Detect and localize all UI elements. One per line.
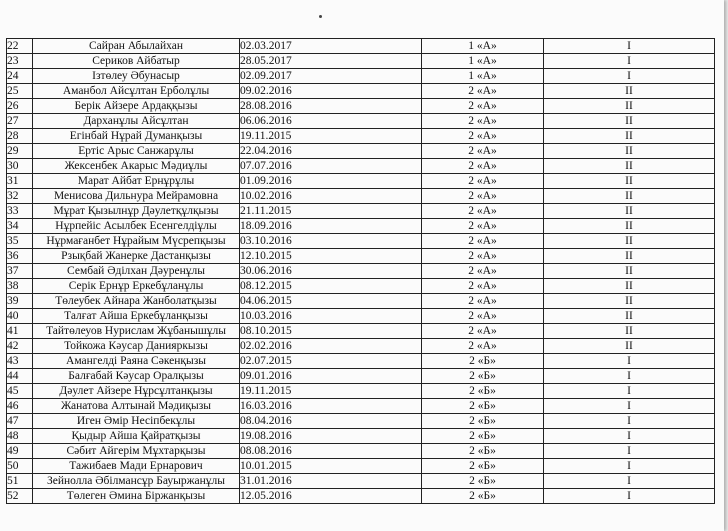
student-name: Тажибаев Мади Ернарович: [33, 459, 240, 474]
row-number: 34: [7, 219, 33, 234]
class-group: 2 «А»: [422, 114, 544, 129]
birth-date: 31.01.2016: [240, 474, 422, 489]
level: II: [544, 114, 715, 129]
birth-date: 08.10.2015: [240, 324, 422, 339]
row-number: 44: [7, 369, 33, 384]
level: II: [544, 189, 715, 204]
level: II: [544, 84, 715, 99]
birth-date: 10.01.2015: [240, 459, 422, 474]
class-group: 1 «А»: [422, 69, 544, 84]
class-group: 2 «А»: [422, 249, 544, 264]
row-number: 29: [7, 144, 33, 159]
level: II: [544, 294, 715, 309]
birth-date: 09.02.2016: [240, 84, 422, 99]
table-row: [7, 309, 715, 324]
row-number: 30: [7, 159, 33, 174]
row-number: 36: [7, 249, 33, 264]
table-row: [7, 234, 715, 249]
birth-date: 07.07.2016: [240, 159, 422, 174]
page-mark: [319, 15, 322, 18]
table-row: [7, 69, 715, 84]
birth-date: 06.06.2016: [240, 114, 422, 129]
student-name: Зейнолла Әбілмансұр Бауыржанұлы: [33, 474, 240, 489]
level: I: [544, 39, 715, 54]
row-number: 51: [7, 474, 33, 489]
class-group: 2 «Б»: [422, 474, 544, 489]
student-name: Тайтөлеуов Нурислам Жұбанышұлы: [33, 324, 240, 339]
birth-date: 16.03.2016: [240, 399, 422, 414]
row-number: 28: [7, 129, 33, 144]
birth-date: 08.08.2016: [240, 444, 422, 459]
birth-date: 28.08.2016: [240, 99, 422, 114]
class-group: 2 «А»: [422, 294, 544, 309]
birth-date: 08.04.2016: [240, 414, 422, 429]
row-number: 43: [7, 354, 33, 369]
student-name: Менисова Дильнура Мейрамовна: [33, 189, 240, 204]
row-number: 42: [7, 339, 33, 354]
student-name: Рзықбай Жанерке Дастанқызы: [33, 249, 240, 264]
table-row: [7, 444, 715, 459]
class-group: 2 «Б»: [422, 399, 544, 414]
level: II: [544, 219, 715, 234]
birth-date: 21.11.2015: [240, 204, 422, 219]
student-name: Нұрмағанбет Нұрайым Мүсрепқызы: [33, 234, 240, 249]
row-number: 49: [7, 444, 33, 459]
level: I: [544, 399, 715, 414]
row-number: 46: [7, 399, 33, 414]
student-name: Талғат Айша Еркебұланқызы: [33, 309, 240, 324]
birth-date: 01.09.2016: [240, 174, 422, 189]
birth-date: 12.05.2016: [240, 489, 422, 504]
level: I: [544, 429, 715, 444]
table-row: [7, 474, 715, 489]
student-name: Тойкожа Кәусар Данияркызы: [33, 339, 240, 354]
level: II: [544, 129, 715, 144]
row-number: 39: [7, 294, 33, 309]
row-number: 48: [7, 429, 33, 444]
row-number: 52: [7, 489, 33, 504]
table-row: [7, 339, 715, 354]
class-group: 2 «Б»: [422, 444, 544, 459]
table-row: [7, 159, 715, 174]
table-row: [7, 249, 715, 264]
class-group: 2 «А»: [422, 219, 544, 234]
class-group: 2 «А»: [422, 129, 544, 144]
table-row: [7, 459, 715, 474]
row-number: 22: [7, 39, 33, 54]
level: II: [544, 174, 715, 189]
class-group: 2 «А»: [422, 99, 544, 114]
table-row: [7, 279, 715, 294]
level: I: [544, 69, 715, 84]
birth-date: 02.07.2015: [240, 354, 422, 369]
student-name: Балғабай Кәусар Оралқызы: [33, 369, 240, 384]
birth-date: 28.05.2017: [240, 54, 422, 69]
table-row: [7, 324, 715, 339]
row-number: 37: [7, 264, 33, 279]
class-group: 2 «А»: [422, 264, 544, 279]
student-name: Марат Айбат Ернұрұлы: [33, 174, 240, 189]
student-name: Егінбай Нұрай Думанқызы: [33, 129, 240, 144]
row-number: 50: [7, 459, 33, 474]
level: II: [544, 324, 715, 339]
birth-date: 18.09.2016: [240, 219, 422, 234]
birth-date: 19.11.2015: [240, 384, 422, 399]
level: II: [544, 249, 715, 264]
birth-date: 10.02.2016: [240, 189, 422, 204]
birth-date: 19.08.2016: [240, 429, 422, 444]
student-name: Жексенбек Акарыс Мәдиұлы: [33, 159, 240, 174]
row-number: 41: [7, 324, 33, 339]
table-row: [7, 294, 715, 309]
birth-date: 08.12.2015: [240, 279, 422, 294]
level: I: [544, 54, 715, 69]
row-number: 45: [7, 384, 33, 399]
student-name: Дарханұлы Айсұлтан: [33, 114, 240, 129]
class-group: 2 «А»: [422, 159, 544, 174]
student-name: Иген Әмір Несіпбекұлы: [33, 414, 240, 429]
class-group: 1 «А»: [422, 39, 544, 54]
row-number: 31: [7, 174, 33, 189]
class-group: 2 «Б»: [422, 354, 544, 369]
class-group: 2 «Б»: [422, 414, 544, 429]
student-name: Ертіс Арыс Санжарұлы: [33, 144, 240, 159]
student-name: Жанатова Алтынай Мәдиқызы: [33, 399, 240, 414]
class-group: 2 «Б»: [422, 384, 544, 399]
class-group: 2 «А»: [422, 234, 544, 249]
student-name: Берік Айзере Ардаққызы: [33, 99, 240, 114]
table-row: [7, 219, 715, 234]
level: II: [544, 309, 715, 324]
level: II: [544, 234, 715, 249]
table-row: [7, 174, 715, 189]
birth-date: 09.01.2016: [240, 369, 422, 384]
student-name: Аманбол Айсұлтан Ерболұлы: [33, 84, 240, 99]
table-row: [7, 114, 715, 129]
student-table-body: [7, 39, 715, 504]
row-number: 24: [7, 69, 33, 84]
birth-date: 02.03.2017: [240, 39, 422, 54]
birth-date: 04.06.2015: [240, 294, 422, 309]
student-name: Төлеубек Айнара Жанболатқызы: [33, 294, 240, 309]
birth-date: 02.02.2016: [240, 339, 422, 354]
class-group: 2 «А»: [422, 189, 544, 204]
level: I: [544, 414, 715, 429]
level: I: [544, 474, 715, 489]
level: II: [544, 204, 715, 219]
table-row: [7, 99, 715, 114]
class-group: 2 «А»: [422, 174, 544, 189]
table-row: [7, 84, 715, 99]
table-row: [7, 189, 715, 204]
student-name: Серік Ернұр Еркебұланұлы: [33, 279, 240, 294]
table-row: [7, 129, 715, 144]
class-group: 1 «А»: [422, 54, 544, 69]
student-name: Нұрпейіс Асылбек Есенгелдіұлы: [33, 219, 240, 234]
level: II: [544, 144, 715, 159]
table-row: [7, 39, 715, 54]
row-number: 32: [7, 189, 33, 204]
row-number: 38: [7, 279, 33, 294]
class-group: 2 «А»: [422, 309, 544, 324]
table-row: [7, 489, 715, 504]
level: I: [544, 354, 715, 369]
student-name: Ізтөлеу Әбунасыр: [33, 69, 240, 84]
row-number: 35: [7, 234, 33, 249]
row-number: 25: [7, 84, 33, 99]
student-name: Сембай Әділхан Дәуренұлы: [33, 264, 240, 279]
level: II: [544, 279, 715, 294]
level: I: [544, 444, 715, 459]
row-number: 27: [7, 114, 33, 129]
table-row: [7, 414, 715, 429]
class-group: 2 «А»: [422, 324, 544, 339]
student-name: Мұрат Қызылнұр Дәулетқұлқызы: [33, 204, 240, 219]
table-row: [7, 384, 715, 399]
level: I: [544, 369, 715, 384]
birth-date: 19.11.2015: [240, 129, 422, 144]
table-row: [7, 354, 715, 369]
level: II: [544, 339, 715, 354]
table-row: [7, 54, 715, 69]
class-group: 2 «А»: [422, 279, 544, 294]
row-number: 47: [7, 414, 33, 429]
table-row: [7, 369, 715, 384]
table-row: [7, 264, 715, 279]
student-table: [6, 38, 715, 504]
row-number: 26: [7, 99, 33, 114]
birth-date: 03.10.2016: [240, 234, 422, 249]
class-group: 2 «А»: [422, 339, 544, 354]
table-row: [7, 204, 715, 219]
student-name: Сериков Айбатыр: [33, 54, 240, 69]
class-group: 2 «Б»: [422, 429, 544, 444]
class-group: 2 «А»: [422, 204, 544, 219]
birth-date: 10.03.2016: [240, 309, 422, 324]
birth-date: 30.06.2016: [240, 264, 422, 279]
class-group: 2 «Б»: [422, 459, 544, 474]
level: II: [544, 159, 715, 174]
student-name: Төлеген Әмина Біржанқызы: [33, 489, 240, 504]
student-name: Дәулет Айзере Нұрсұлтанқызы: [33, 384, 240, 399]
student-name: Қыдыр Айша Қайратқызы: [33, 429, 240, 444]
birth-date: 12.10.2015: [240, 249, 422, 264]
table-row: [7, 144, 715, 159]
level: I: [544, 384, 715, 399]
level: II: [544, 264, 715, 279]
row-number: 40: [7, 309, 33, 324]
birth-date: 22.04.2016: [240, 144, 422, 159]
birth-date: 02.09.2017: [240, 69, 422, 84]
level: I: [544, 459, 715, 474]
table-row: [7, 399, 715, 414]
class-group: 2 «Б»: [422, 489, 544, 504]
table-row: [7, 429, 715, 444]
student-name: Сәбит Айгерім Мұхтарқызы: [33, 444, 240, 459]
class-group: 2 «А»: [422, 144, 544, 159]
row-number: 23: [7, 54, 33, 69]
row-number: 33: [7, 204, 33, 219]
level: II: [544, 99, 715, 114]
level: I: [544, 489, 715, 504]
class-group: 2 «А»: [422, 84, 544, 99]
student-name: Сайран Абылайхан: [33, 39, 240, 54]
student-name: Амангелді Раяна Сәкенқызы: [33, 354, 240, 369]
class-group: 2 «Б»: [422, 369, 544, 384]
